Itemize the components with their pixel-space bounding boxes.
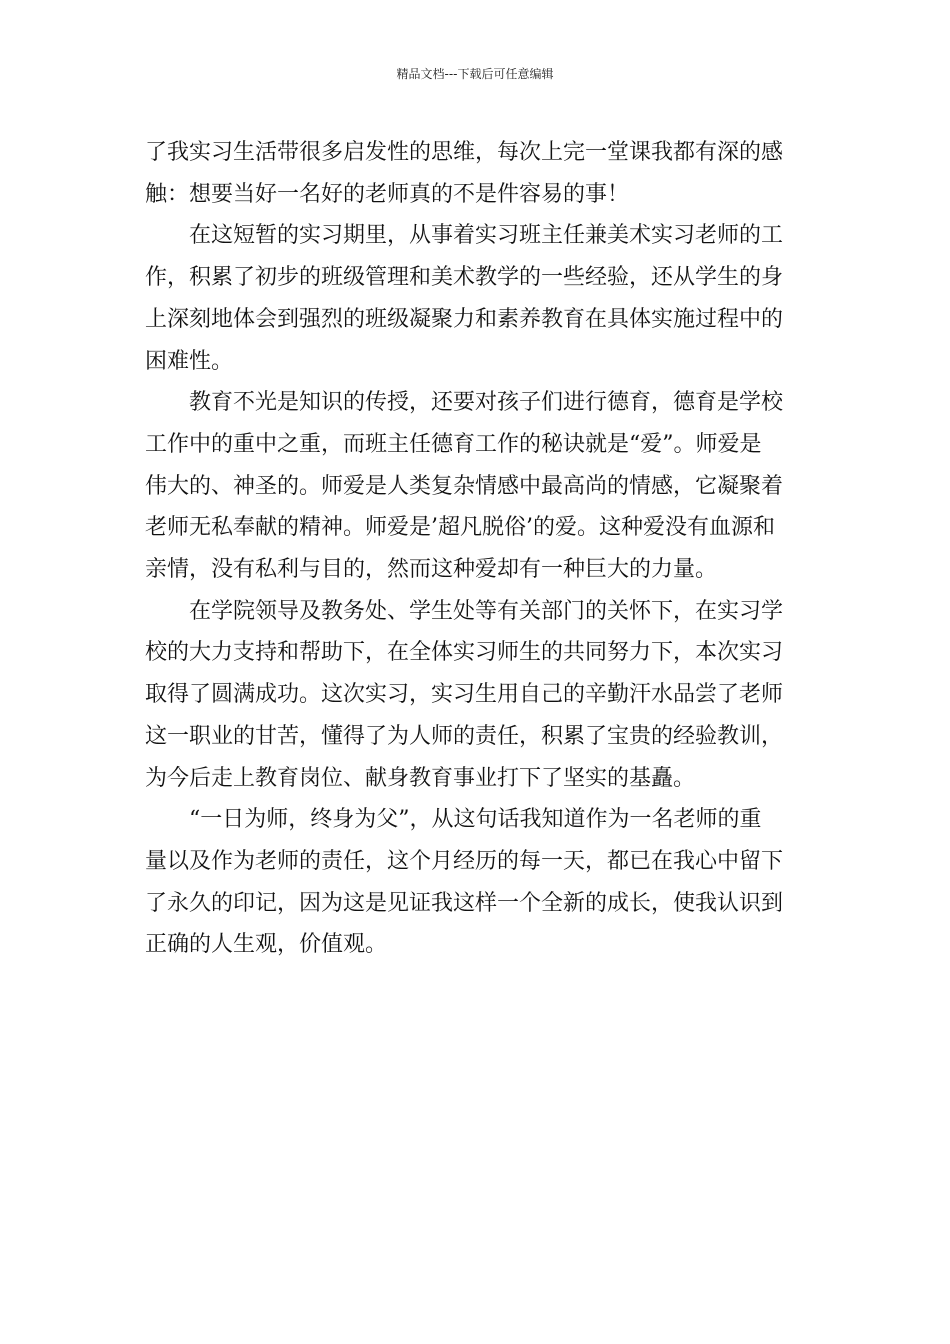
paragraph-2: 在这短暂的实习期里，从事着实习班主任兼美术实习老师的工 作，积累了初步的班级管理和美术教学的一些经验，还从学生的身 上深刻地体会到强烈的班级凝聚力和素养教育在具体实施过程中的 困难性。 bbox=[145, 223, 784, 374]
paragraph-4: 在学院领导及教务处、学生处等有关部门的关怀下，在实习学 校的大力支持和帮助下，在全体实习师生的共同努力下，本次实习 取得了圆满成功。这次实习，实习生用自己的辛勤汗水品尝了老师 这一职业的甘苦，懂得了为人师的责任，积累了宝贵的经验教训， 为今后走上教育岗位、献身教育事业打下了坚实的基矗。 bbox=[145, 598, 784, 791]
paragraph-1: 了我实习生活带很多启发性的思维，每次上完一堂课我都有深的感 触：想要当好一名好的老师真的不是件容易的事！ bbox=[145, 140, 784, 207]
paragraph-5: “一日为师，终身为父”，从这句话我知道作为一名老师的重 量以及作为老师的责任，这个月经历的每一天，都已在我心中留下 了永久的印记，因为这是见证我这样一个全新的成长，使我认识到 正确的人生观，价值观。 bbox=[145, 807, 784, 958]
page-header: 精品文档---下载后可任意编辑 bbox=[396, 67, 554, 81]
document-body bbox=[145, 132, 809, 966]
paragraph-3: 教育不光是知识的传授，还要对孩子们进行德育，德育是学校 工作中的重中之重，而班主任德育工作的秘诀就是“爱”。师爱是 伟大的、神圣的。师爱是人类复杂情感中最高尚的情感，它凝聚着 老师无私奉献的精神。师爱是’超凡脱俗’的爱。这种爱没有血源和 亲情，没有私利与目的，然而这种爱却有一种巨大的力量。 bbox=[145, 390, 784, 583]
